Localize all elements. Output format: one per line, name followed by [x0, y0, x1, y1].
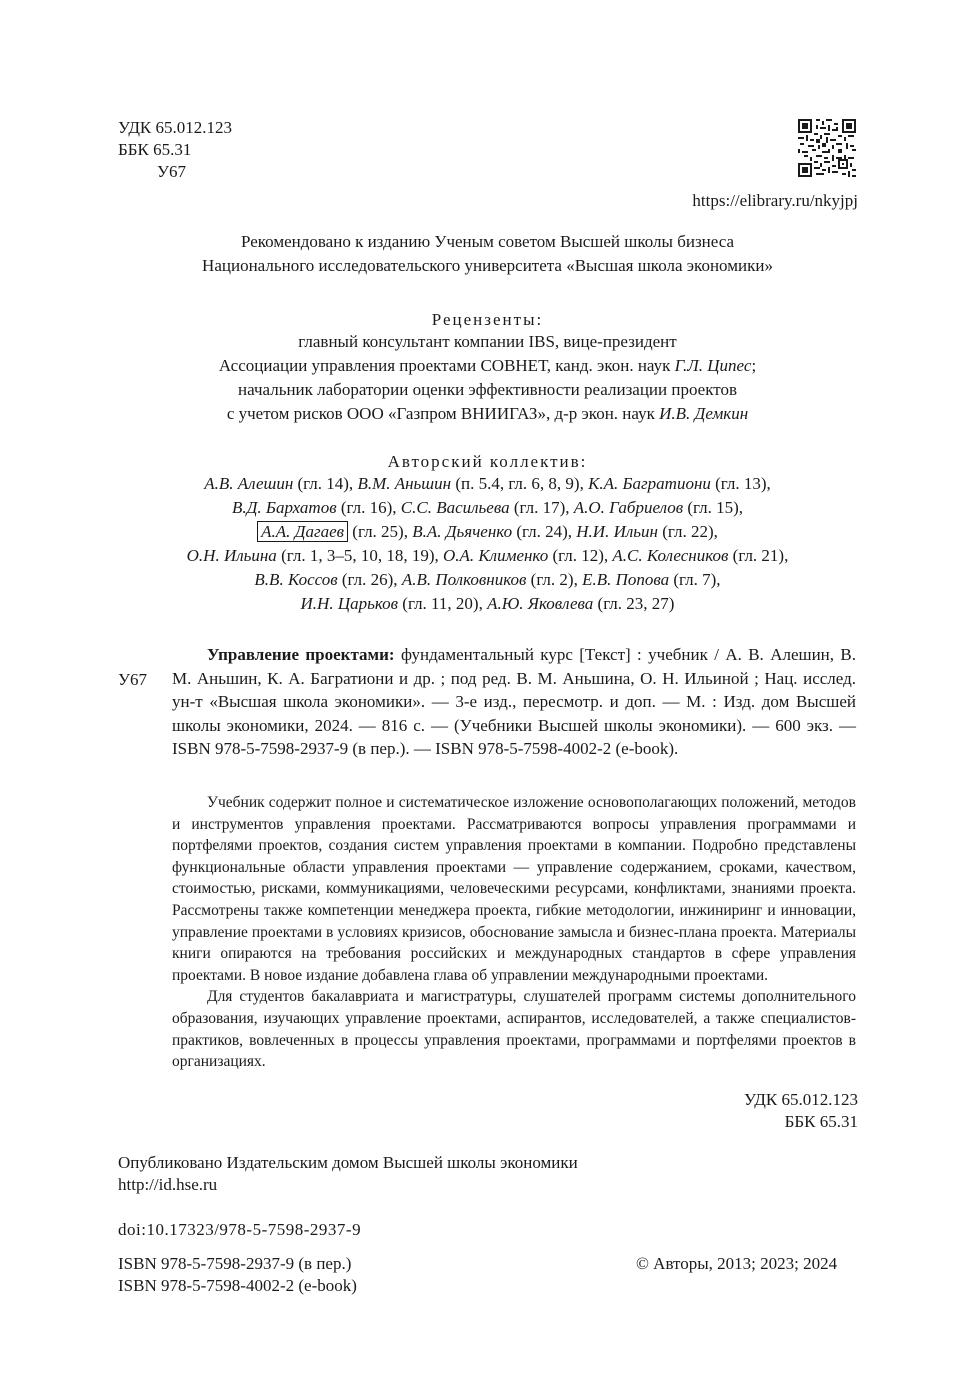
udk-code: УДК 65.012.123: [118, 118, 233, 137]
reviewer-2-line-2: с учетом рисков ООО «Газпром ВНИИГАЗ», д-р экон. наук И.В. Демкин: [226, 404, 749, 423]
author-chapters: (гл. 15),: [683, 498, 744, 517]
author-name: А.В. Алешин: [204, 474, 294, 493]
isbn-print: ISBN 978-5-7598-2937-9 (в пер.): [118, 1254, 352, 1273]
author-chapters: (гл. 25),: [348, 522, 413, 541]
author-chapters: (гл. 22),: [657, 522, 718, 541]
reviewer-1-name: Г.Л. Ципес: [674, 356, 752, 375]
qr-code-icon: [798, 119, 856, 177]
author-name: В.Д. Бархатов: [231, 498, 337, 517]
author-name: В.А. Дьяченко: [412, 522, 513, 541]
author-name: С.С. Васильева: [400, 498, 510, 517]
elibrary-link[interactable]: https://elibrary.ru/nkyjpj: [692, 191, 858, 210]
reviewer-1-line-2: Ассоциации управления проектами СОВНЕТ, канд. экон. наук Г.Л. Ципес;: [218, 356, 757, 375]
authors-line: [0, 473, 975, 495]
author-chapters: (гл. 26),: [337, 570, 402, 589]
authors-line: [0, 497, 975, 519]
authors-line: [0, 521, 975, 543]
authors-line: [0, 593, 975, 615]
annotation-paragraph-1: Учебник содержит полное и систематическое изложение основополагающих положений, методов и инструментов управления проектами. Рассматриваются вопросы управления программами и портфелями проектов, создания систем управления проектами в компании. Подробно представлены функциональные области управления проектами — управление содержанием, сроками, качеством, стоимостью, рисками, коммуникациями, человеческими ресурсами, конфликтами, знаниями проекта. Рассмотрены также компетенции менеджера проекта, гибкие методологии, инжиниринг и инновации, управление проектами в условиях кризисов, обоснование замысла и бизнес-плана проекта. Материалы книги опираются на требования российских и международных стандартов в сфере управления проектами. В новое издание добавлена глава об управлении международными проектами.: [172, 794, 856, 984]
reviewers-heading: Рецензенты:: [431, 310, 544, 329]
highlighted-author: А.А. Дагаев: [257, 521, 348, 542]
annotation: [172, 792, 856, 1073]
copyright: © Авторы, 2013; 2023; 2024: [636, 1254, 838, 1273]
author-chapters: (п. 5.4, гл. 6, 8, 9),: [451, 474, 589, 493]
doi: doi:10.17323/978-5-7598-2937-9: [118, 1220, 362, 1239]
author-chapters: (гл. 24),: [512, 522, 577, 541]
author-name: К.А. Багратиони: [588, 474, 711, 493]
isbn-ebook: ISBN 978-5-7598-4002-2 (e-book): [118, 1276, 357, 1295]
author-name: А.Ю. Яковлева: [487, 594, 594, 613]
author-name: А.О. Габриелов: [573, 498, 684, 517]
annotation-paragraph-2: Для студентов бакалавриата и магистратуры, слушателей программ системы дополнительного образования, изучающих управление проектами, аспирантов, исследователей, а также специалистов-практиков, вовлеченных в процессы управления проектами, программами и портфелями проектов в организациях.: [172, 988, 856, 1071]
udk-code-bottom: УДК 65.012.123: [743, 1090, 858, 1109]
reviewer-2-name: И.В. Демкин: [659, 404, 749, 423]
author-name: А.В. Полковников: [401, 570, 527, 589]
author-chapters: (гл. 16),: [336, 498, 401, 517]
author-chapters: (гл. 23, 27): [593, 594, 675, 613]
recommendation-line-1: Рекомендовано к изданию Ученым советом Высшей школы бизнеса: [240, 232, 735, 251]
author-chapters: (гл. 2),: [526, 570, 583, 589]
bbk-code: ББК 65.31: [118, 140, 192, 159]
author-name: А.С. Колесников: [612, 546, 729, 565]
author-chapters: (гл. 11, 20),: [398, 594, 488, 613]
author-chapters: (гл. 13),: [710, 474, 771, 493]
book-title: Управление проектами:: [207, 645, 395, 664]
biblio-author-mark: У67: [118, 670, 148, 689]
author-name: И.Н. Царьков: [300, 594, 399, 613]
author-chapters: (гл. 12),: [548, 546, 613, 565]
author-chapters: (гл. 17),: [509, 498, 574, 517]
authors-line: [0, 545, 975, 567]
author-name: Н.И. Ильин: [576, 522, 658, 541]
publisher-line: Опубликовано Издательским домом Высшей школы экономики: [118, 1153, 578, 1172]
author-name: В.В. Коссов: [254, 570, 338, 589]
author-name: Е.В. Попова: [582, 570, 670, 589]
author-name: В.М. Аньшин: [357, 474, 452, 493]
reviewer-1-line-1: главный консультант компании IBS, вице-президент: [298, 332, 677, 351]
author-chapters: (гл. 14),: [293, 474, 358, 493]
recommendation-line-2: Национального исследовательского университета «Высшая школа экономики»: [202, 256, 773, 275]
author-chapters: (гл. 21),: [728, 546, 789, 565]
reviewer-2-line-1: начальник лаборатории оценки эффективности реализации проектов: [238, 380, 737, 399]
author-mark: У67: [157, 162, 187, 181]
bbk-code-bottom: ББК 65.31: [784, 1112, 858, 1131]
bibliographic-record: Управление проектами: фундаментальный курс [Текст] : учебник / А. В. Алешин, В. М. Аньшин, К. А. Багратиони и др. ; под ред. В. М. Аньшина, О. Н. Ильиной ; Нац. исслед. ун-т «Высшая школа экономики». — 3-е изд., пересмотр. и доп. — М. : Изд. дом Высшей школы экономики, 2024. — 816 с. — (Учебники Высшей школы экономики). — 600 экз. — ISBN 978-5-7598-2937-9 (в пер.). — ISBN 978-5-7598-4002-2 (e-book).: [172, 645, 856, 758]
authors-line: [0, 569, 975, 591]
authors-heading: Авторский коллектив:: [387, 452, 588, 471]
author-chapters: (гл. 7),: [669, 570, 721, 589]
author-name: О.А. Клименко: [442, 546, 549, 565]
author-name: О.Н. Ильина: [186, 546, 277, 565]
author-chapters: (гл. 1, 3–5, 10, 18, 19),: [276, 546, 443, 565]
publisher-url[interactable]: http://id.hse.ru: [118, 1175, 218, 1194]
